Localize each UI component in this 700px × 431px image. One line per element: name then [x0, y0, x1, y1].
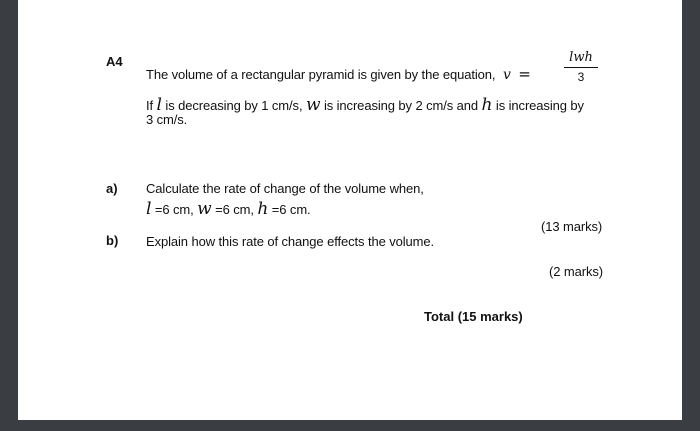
- part-a-text: Calculate the rate of change of the volume when,: [146, 181, 424, 196]
- intro-text: The volume of a rectangular pyramid is given by the equation,: [146, 67, 496, 82]
- cond-h-value: =6 cm.: [271, 202, 311, 217]
- fraction-bar: [564, 67, 598, 68]
- part-a-label: a): [106, 181, 118, 196]
- l-rate-text: is decreasing by 1 cm/s,: [165, 98, 303, 113]
- h-rate-text: is increasing by: [495, 98, 584, 113]
- equation-lhs: v: [502, 67, 511, 83]
- question-line-3: 3 cm/s.: [146, 112, 188, 127]
- document-page: [18, 0, 682, 420]
- question-line-2: [146, 95, 584, 115]
- total-marks: Total (15 marks): [424, 309, 523, 324]
- part-b-text: Explain how this rate of change effects the volume.: [146, 234, 435, 249]
- cond-var-h: h: [257, 199, 269, 219]
- fraction-denominator: 3: [577, 70, 585, 84]
- part-b-marks: (2 marks): [549, 264, 603, 279]
- var-w: w: [305, 95, 321, 115]
- if-word: If: [146, 98, 154, 113]
- volume-fraction: [564, 50, 598, 84]
- equation-equals: =: [518, 65, 531, 83]
- part-b-label: b): [106, 233, 119, 248]
- var-l: l: [156, 95, 162, 115]
- cond-l-value: =6 cm,: [154, 202, 194, 217]
- part-a-conditions: [146, 199, 311, 219]
- question-number: A4: [106, 54, 123, 69]
- fraction-numerator: lwh: [569, 50, 593, 65]
- var-h: h: [481, 95, 493, 115]
- cond-w-value: =6 cm,: [215, 202, 254, 217]
- question-intro: [146, 65, 531, 83]
- part-a-marks: (13 marks): [541, 219, 603, 234]
- w-rate-text: is increasing by 2 cm/s and: [323, 98, 479, 113]
- cond-var-l: l: [146, 199, 152, 219]
- cond-var-w: w: [197, 199, 212, 219]
